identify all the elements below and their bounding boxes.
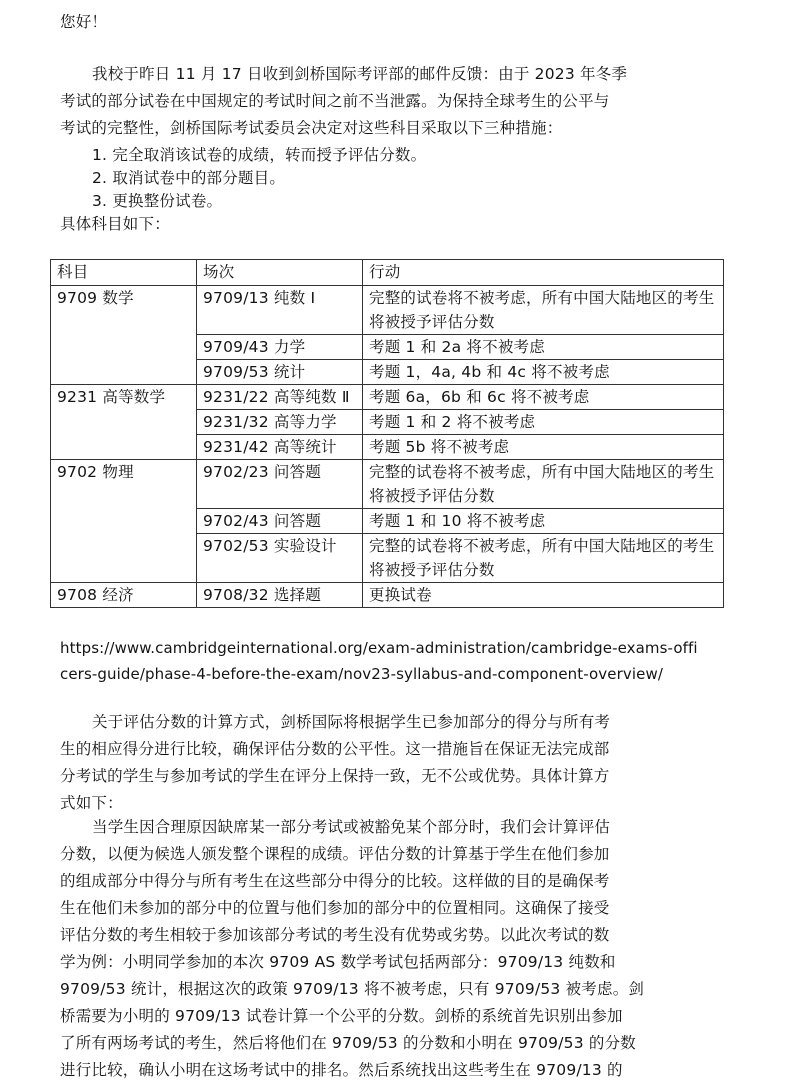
explanation-line: 桥需要为小明的 9709/13 试卷计算一个公平的分数。剑桥的系统首先识别出参加 bbox=[60, 1007, 623, 1025]
table-row bbox=[51, 286, 724, 335]
explanation-line: 分数，以便为候选人颁发整个课程的成绩。评估分数的计算基于学生在他们参加 bbox=[60, 845, 610, 863]
greeting: 您好！ bbox=[60, 13, 108, 31]
paper-cell: 9231/32 高等力学 bbox=[197, 410, 363, 435]
action-cell: 考题 1 和 2 将不被考虑 bbox=[363, 410, 724, 435]
paper-cell: 9231/22 高等纯数 Ⅱ bbox=[197, 385, 363, 410]
table-row bbox=[51, 460, 724, 509]
action-cell: 考题 5b 将不被考虑 bbox=[363, 435, 724, 460]
measure-item: 3. 更换整份试卷。 bbox=[92, 192, 223, 210]
header-paper: 场次 bbox=[197, 260, 363, 286]
paper-cell: 9702/53 实验设计 bbox=[197, 534, 363, 583]
explanation-line: 当学生因合理原因缺席某一部分考试或被豁免某个部分时，我们会计算评估 bbox=[92, 818, 611, 836]
intro-line: 考试的完整性，剑桥国际考试委员会决定对这些科目采取以下三种措施： bbox=[60, 119, 563, 137]
explanation-line: 进行比较，确认小明在这场考试中的排名。然后系统找出这些考生在 9709/13 的 bbox=[60, 1061, 623, 1079]
action-cell: 考题 1，4a, 4b 和 4c 将不被考虑 bbox=[363, 360, 724, 385]
explanation-line: 式如下： bbox=[60, 794, 123, 812]
paper-cell: 9708/32 选择题 bbox=[197, 583, 363, 608]
explanation-line: 评估分数的考生相较于参加该部分考试的考生没有优势或劣势。以此次考试的数 bbox=[60, 926, 610, 944]
paper-cell: 9709/43 力学 bbox=[197, 335, 363, 360]
explanation-line: 9709/53 统计，根据这次的政策 9709/13 将不被考虑，只有 9709/53 被考虑。剑 bbox=[60, 980, 645, 998]
table-row bbox=[51, 583, 724, 608]
intro-line: 我校于昨日 11 月 17 日收到剑桥国际考评部的邮件反馈：由于 2023 年冬季 bbox=[92, 65, 628, 83]
action-cell: 完整的试卷将不被考虑，所有中国大陆地区的考生将被授予评估分数 bbox=[363, 286, 724, 335]
subject-cell: 9709 数学 bbox=[51, 286, 197, 385]
paper-cell: 9709/13 纯数 Ⅰ bbox=[197, 286, 363, 335]
paper-cell: 9702/23 问答题 bbox=[197, 460, 363, 509]
action-cell: 完整的试卷将不被考虑，所有中国大陆地区的考生将被授予评估分数 bbox=[363, 460, 724, 509]
table-row bbox=[51, 385, 724, 410]
table-header-row bbox=[51, 260, 724, 286]
subjects-intro: 具体科目如下： bbox=[60, 215, 170, 233]
explanation-line: 了所有两场考试的考生，然后将他们在 9709/53 的分数和小明在 9709/53 的分数 bbox=[60, 1034, 636, 1052]
subjects-table bbox=[50, 259, 724, 608]
action-cell: 完整的试卷将不被考虑，所有中国大陆地区的考生将被授予评估分数 bbox=[363, 534, 724, 583]
explanation-line: 的组成部分中得分与所有考生在这些部分中得分的比较。这样做的目的是确保考 bbox=[60, 872, 610, 890]
paper-cell: 9709/53 统计 bbox=[197, 360, 363, 385]
header-action: 行动 bbox=[363, 260, 724, 286]
paper-cell: 9702/43 问答题 bbox=[197, 509, 363, 534]
subject-cell: 9708 经济 bbox=[51, 583, 197, 608]
subject-cell: 9702 物理 bbox=[51, 460, 197, 583]
action-cell: 更换试卷 bbox=[363, 583, 724, 608]
subject-cell: 9231 高等数学 bbox=[51, 385, 197, 460]
action-cell: 考题 6a，6b 和 6c 将不被考虑 bbox=[363, 385, 724, 410]
measure-item: 2. 取消试卷中的部分题目。 bbox=[92, 169, 286, 187]
source-url-line: https://www.cambridgeinternational.org/exam-administration/cambridge-exams-offi bbox=[60, 639, 698, 657]
header-subject: 科目 bbox=[51, 260, 197, 286]
explanation-line: 关于评估分数的计算方式，剑桥国际将根据学生已参加部分的得分与所有考 bbox=[92, 713, 611, 731]
action-cell: 考题 1 和 2a 将不被考虑 bbox=[363, 335, 724, 360]
explanation-line: 分考试的学生与参加考试的学生在评分上保持一致，无不公或优势。具体计算方 bbox=[60, 767, 610, 785]
paper-cell: 9231/42 高等统计 bbox=[197, 435, 363, 460]
measure-item: 1. 完全取消该试卷的成绩，转而授予评估分数。 bbox=[92, 146, 427, 164]
explanation-line: 生的相应得分进行比较，确保评估分数的公平性。这一措施旨在保证无法完成部 bbox=[60, 740, 610, 758]
explanation-line: 生在他们未参加的部分中的位置与他们参加的部分中的位置相同。这确保了接受 bbox=[60, 899, 610, 917]
explanation-line: 学为例：小明同学参加的本次 9709 AS 数学考试包括两部分：9709/13 纯数和 bbox=[60, 953, 616, 971]
action-cell: 考题 1 和 10 将不被考虑 bbox=[363, 509, 724, 534]
source-url-line: cers-guide/phase-4-before-the-exam/nov23-syllabus-and-component-overview/ bbox=[60, 665, 663, 683]
intro-line: 考试的部分试卷在中国规定的考试时间之前不当泄露。为保持全球考生的公平与 bbox=[60, 92, 610, 110]
